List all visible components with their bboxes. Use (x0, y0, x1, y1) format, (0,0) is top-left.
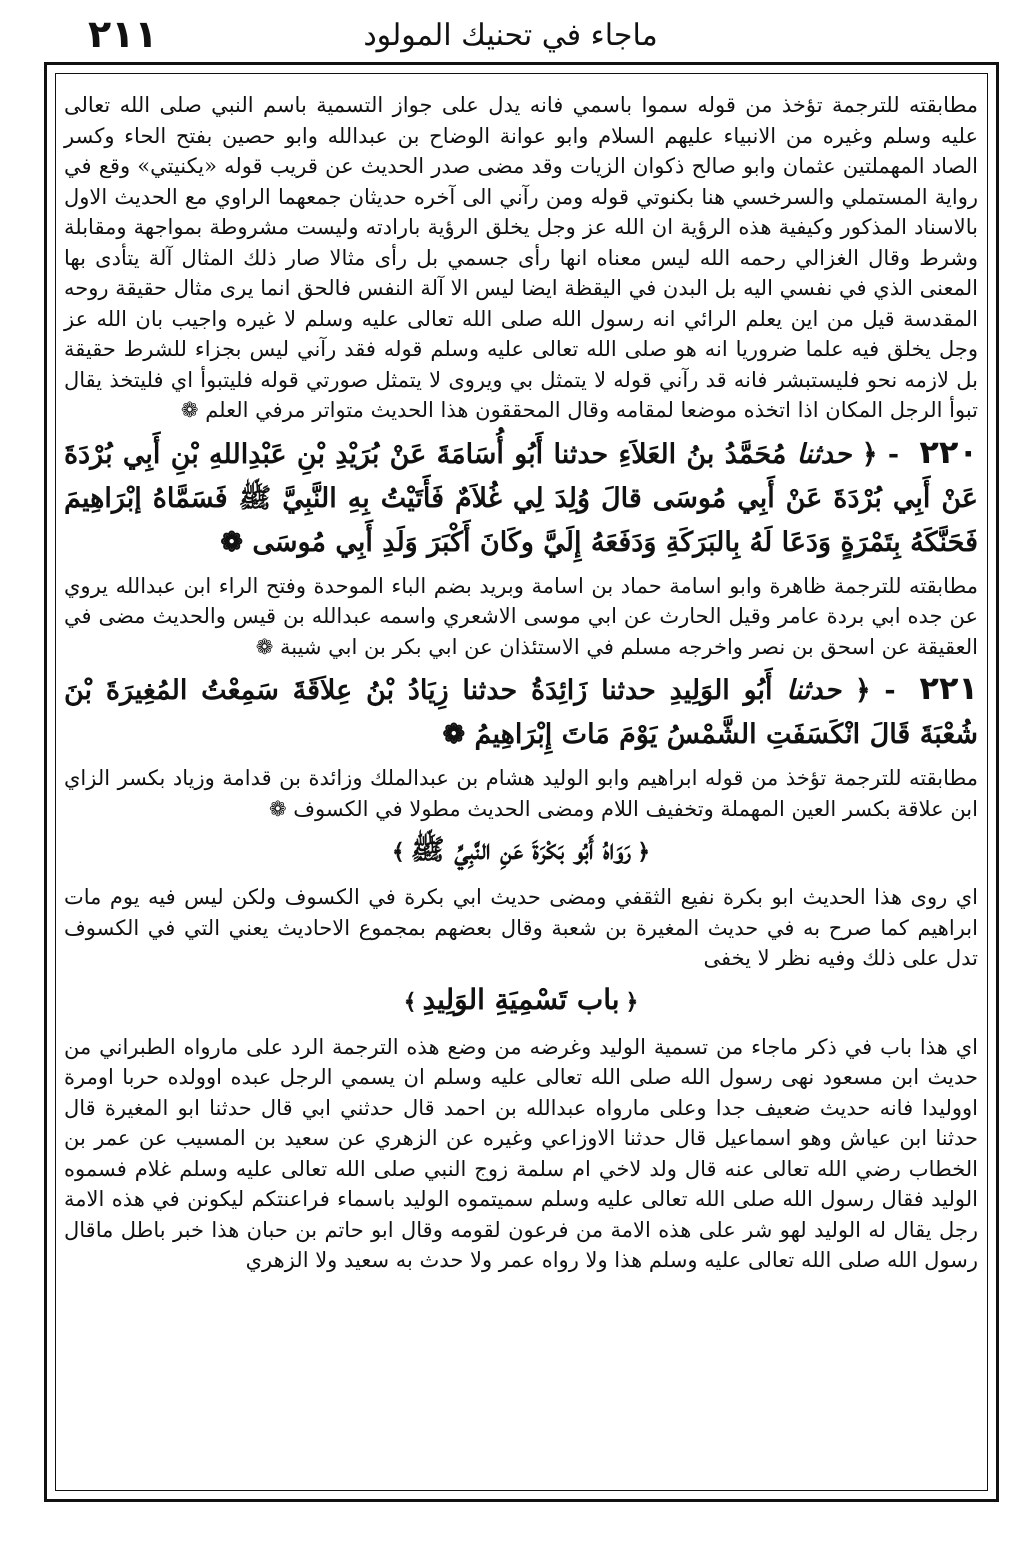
hadith-text: مُحَمَّدُ بنُ العَلاَءِ حدثنا أَبُو أُسَامَةَ عَنْ بُرَيْدِ بْنِ عَبْدِاللهِ بْنِ أَبِي بُرْدَةَ عَنْ أَبِي بُرْدَةَ عَنْ أَبِي مُوسَى قالَ وُلِدَ لِي غُلاَمٌ فَأَتَيْتُ بِهِ النَّبِيَّ ﷺ فَسَمَّاهُ إبْرَاهِيمَ فَحَنَّكَهُ بِتَمْرَةٍ وَدَعَا لَهُ بِالبَرَكَةِ وَدَفَعَهُ إِلَيَّ وكَانَ أَكْبَرَ وَلَدِ أَبِي مُوسَى ❁ (64, 438, 978, 558)
ornament-right: ﴾ (403, 988, 417, 1015)
hadith-text: أَبُو الوَلِيدِ حدثنا زَائِدَةُ حدثنا زِيَادُ بْنُ عِلاَقَةَ سَمِعْتُ المُغِيرَةَ بْنَ شُعْبَةَ قَالَ انْكَسَفَتِ الشَّمْسُ يَوْمَ مَاتَ إِبْرَاهِيمُ ❁ (64, 675, 978, 750)
hadith-number: ٢٢٠ (919, 432, 978, 471)
chapter-heading-text: باب تَسْمِيَةِ الوَلِيدِ (422, 982, 620, 1016)
narration-heading-text: رَوَاهُ أَبُو بَكْرَةَ عَنِ النَّبِيِّ ﷺ (410, 833, 632, 866)
running-title: ماجاء في تحنيك المولود (363, 18, 658, 53)
commentary-paragraph: اي هذا باب في ذكر ماجاء من تسمية الوليد وغرضه من وضع هذه الترجمة الرد على مارواه الطبراني من حديث ابن مسعود نهى رسول الله صلى الله تعالى عليه وسلم ان يسمي الرجل عبده اوولده حربا اومرة اووليدا فانه حديث ضعيف جدا وعلى مارواه عبدالله بن احمد قال حدثني ابي قال حدثنا ابو المغيرة قال حدثنا ابن عياش وهو اسماعيل قال حدثنا الاوزاعي وغيره عن الزهري عن سعيد بن المسيب عن عمر بن الخطاب رضي الله تعالى عنه قال ولد لاخي ام سلمة زوج النبي صلى الله تعالى عليه وسلم غلام فسموه الوليد فقال رسول الله صلى الله تعالى عليه وسلم سميتموه الوليد باسماء فراعنتكم ليكونن في هذه الامة رجل يقال له الوليد لهو شر على هذه الامة من فرعون لقومه وقال ابو حاتم بن حبان هذا خبر باطل ماقال رسول الله صلى الله تعالى عليه وسلم هذا ولا رواه عمر ولا حدث به سعيد ولا الزهري (64, 1034, 978, 1272)
page-header (0, 0, 1021, 62)
commentary-paragraph: مطابقته للترجمة تؤخذ من قوله ابراهيم وابو الوليد هشام بن عبدالملك وزائدة بن قدامة وزياد بكسر الزاي ابن علاقة بكسر العين المهملة وتخفيف اللام ومضى الحديث مطولا في الكسوف ❁ (64, 766, 978, 821)
page-number: ٢١١ (88, 12, 158, 56)
hadith-220 (64, 430, 978, 565)
ornament-right: ﴾ (391, 839, 405, 865)
hadith-number: ٢٢١ (919, 669, 978, 707)
chapter-heading (64, 978, 978, 1024)
ornament-left: ﴿ (637, 839, 651, 865)
hadith-221 (64, 666, 978, 757)
hadith-lead: حدثنا (786, 675, 842, 706)
narration-heading (64, 828, 978, 874)
ornament-left: ﴿ (625, 988, 639, 1015)
hadith-separator: - ﴿ (854, 675, 896, 706)
commentary-paragraph: مطابقته للترجمة تؤخذ من قوله سموا باسمي فانه يدل على جواز التسمية باسم النبي صلى الله تعالى عليه وسلم وغيره من الانبياء عليهم السلام وابو عوانة الوضاح بن عبدالله وابو حصين بفتح الحاء وكسر الصاد المهملتين عثمان وابو صالح ذكوان الزيات وقد مضى صدر الحديث عن قريب قوله «يكنيتي» وقع في رواية المستملي والسرخسي هنا بكنوتي قوله ومن رآني الى آخره حديثان جمعهما الراوي مع الحديث الاول بالاسناد المذكور وكيفية هذه الرؤية ان الله عز وجل يخلق الرؤية بارادته وليست مشروطة بمواجهة ومقابلة وشرط وقال الغزالي رحمه الله ليس معناه انها رأى جسمي بل رأى مثالا صار ذلك المثال آلة يتأدى بها المعنى الذي في نفسي اليه بل البدن في اليقظة ايضا ليس الا آلة النفس فالحق انما يرى مثال حقيقة روحه المقدسة قيل من اين يعلم الرائي انه رسول الله صلى الله تعالى عليه وسلم لا غيره واجيب بان الله عز وجل يخلق فيه علما ضروريا انه هو صلى الله تعالى عليه وسلم قوله فقد رآني ليس بجزاء للشرط حقيقة بل لازمه نحو فليستبشر فانه قد رآني قوله لا يتمثل بي ويروى لا يتمثل صورتي قوله فليتبوأ اي فليتخذ يقال تبوأ الرجل المكان اذا اتخذه موضعا لمقامه وقال المحققون هذا الحديث متواتر مرفي العلم ❁ (64, 93, 978, 422)
page-body (64, 90, 978, 1480)
hadith-separator: - ﴿ (861, 438, 900, 470)
commentary-paragraph: مطابقته للترجمة ظاهرة وابو اسامة حماد بن اسامة وبريد بضم الباء الموحدة وفتح الراء ابن عبدالله يروي عن جده ابي بردة عامر وقيل الحارث عن ابي موسى الاشعري واسمه عبدالله بن قيس والحديث مضى في العقيقة عن اسحق بن نصر واخرجه مسلم في الاستئذان عن ابي بكر بن ابي شيبة ❁ (64, 573, 978, 659)
commentary-paragraph: اي روى هذا الحديث ابو بكرة نفيع الثقفي ومضى حديث ابي بكرة في الكسوف ولكن ليس فيه يوم مات ابراهيم كما صرح به في حديث المغيرة بن شعبة وقال بعضهم بمجموع الاحاديث يعني التي في الكسوف تدل على ذلك وفيه نظر لا يخفى (64, 885, 978, 970)
hadith-lead: حدثنا (796, 438, 852, 470)
